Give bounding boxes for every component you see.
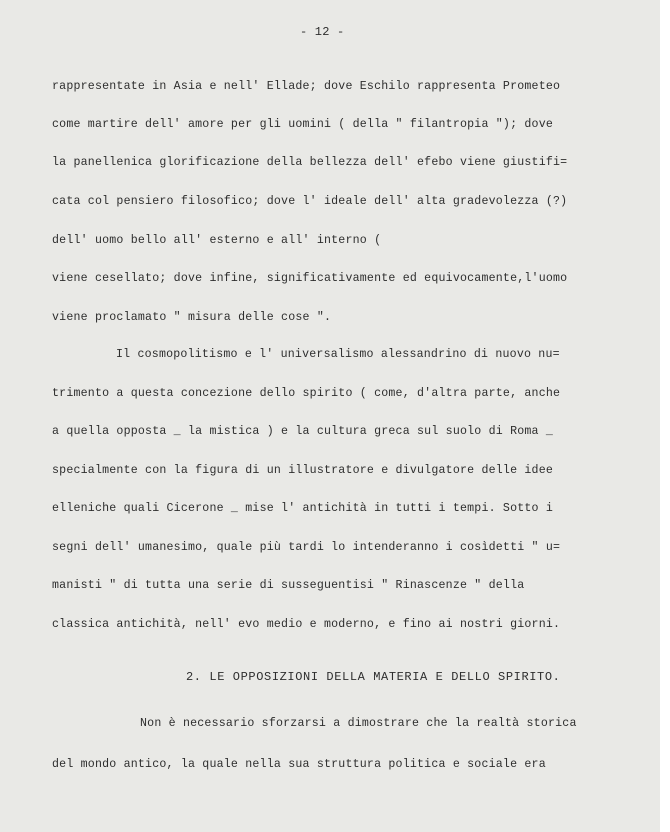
text-line: del mondo antico, la quale nella sua struttura politica e sociale era xyxy=(52,758,546,771)
text-line: come martire dell' amore per gli uomini ( della " filantropia "); dove xyxy=(52,118,554,131)
text-line: viene cesellato; dove infine, significativamente ed equivocamente,l'uomo xyxy=(52,272,568,285)
text-line: la panellenica glorificazione della bellezza dell' efebo viene giustifi= xyxy=(52,156,568,169)
text-line: segni dell' umanesimo, quale più tardi lo intenderanno i cosìdetti " u= xyxy=(52,541,561,554)
text-line: rappresentate in Asia e nell' Ellade; dove Eschilo rappresenta Prometeo xyxy=(52,80,561,93)
text-line: specialmente con la figura di un illustratore e divulgatore delle idee xyxy=(52,464,554,477)
text-line: a quella opposta _ la mistica ) e la cultura greca sul suolo di Roma _ xyxy=(52,425,554,438)
page-number: - 12 - xyxy=(300,25,345,39)
text-line: dell' uomo bello all' esterno e all' interno ( xyxy=(52,234,382,247)
text-line: viene proclamato " misura delle cose ". xyxy=(52,311,332,324)
text-line: cata col pensiero filosofico; dove l' ideale dell' alta gradevolezza (?) xyxy=(52,195,568,208)
text-line: trimento a questa concezione dello spirito ( come, d'altra parte, anche xyxy=(52,387,561,400)
text-line: elleniche quali Cicerone _ mise l' antichità in tutti i tempi. Sotto i xyxy=(52,502,554,515)
text-line: Non è necessario sforzarsi a dimostrare che la realtà storica xyxy=(140,717,577,730)
section-heading: 2. LE OPPOSIZIONI DELLA MATERIA E DELLO SPIRITO. xyxy=(186,670,561,684)
text-line: classica antichità, nell' evo medio e moderno, e fino ai nostri giorni. xyxy=(52,618,561,631)
text-line: Il cosmopolitismo e l' universalismo alessandrino di nuovo nu= xyxy=(116,348,560,361)
text-line: manisti " di tutta una serie di susseguentisi " Rinascenze " della xyxy=(52,579,525,592)
